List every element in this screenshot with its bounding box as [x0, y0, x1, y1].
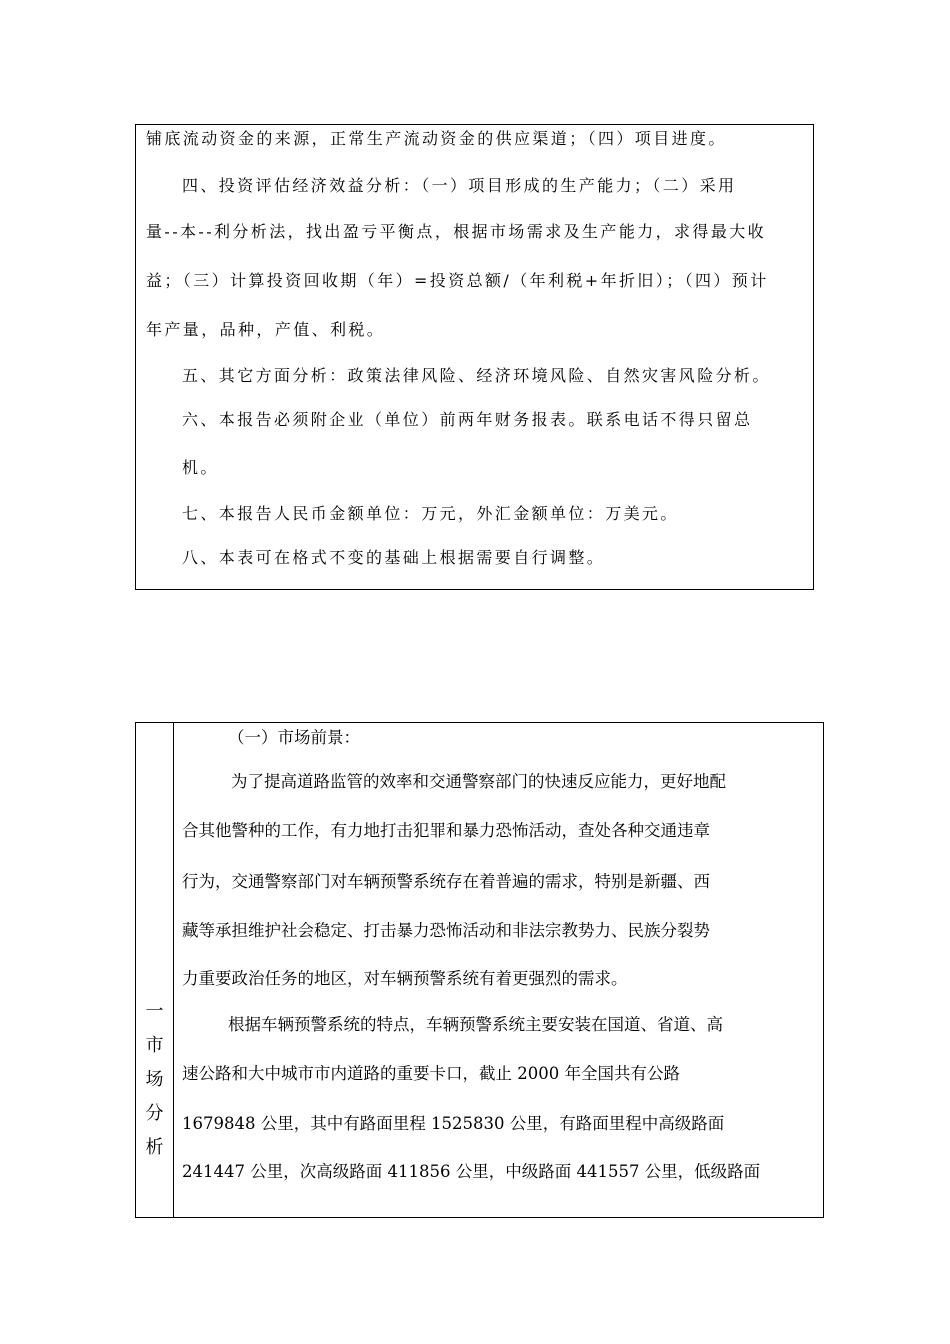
side-label-char: 场 [145, 1069, 164, 1090]
side-label-char: 分 [145, 1103, 164, 1124]
side-label-char: 析 [145, 1137, 164, 1158]
section-heading: （一）市场前景： [228, 728, 360, 747]
column-divider [173, 723, 174, 1217]
text-line: 五、其它方面分析：政策法律风险、经济环境风险、自然灾害风险分析。 [182, 366, 771, 385]
text-line: 速公路和大中城市市内道路的重要卡口，截止 2000 年全国共有公路 [182, 1064, 680, 1083]
text-line: 1679848 公里，其中有路面里程 1525830 公里，有路面里程中高级路面 [182, 1114, 725, 1133]
text-line: 六、本报告必须附企业（单位）前两年财务报表。联系电话不得只留总 [182, 410, 753, 429]
market-analysis-table [135, 722, 824, 1218]
side-label-char: 一 [145, 1001, 164, 1022]
text-line: 年产量，品种，产值、利税。 [146, 320, 386, 339]
text-line: 铺底流动资金的来源，正常生产流动资金的供应渠道；（四）项目进度。 [146, 129, 727, 148]
text-line: 藏等承担维护社会稳定、打击暴力恐怖活动和非法宗教势力、民族分裂势 [182, 921, 710, 940]
text-line: 行为，交通警察部门对车辆预警系统存在着普遍的需求，特别是新疆、西 [182, 872, 710, 891]
text-line: 益；（三）计算投资回收期（年）=投资总额/（年利税+年折旧）；（四）预计 [146, 271, 769, 290]
instructions-table [135, 124, 814, 590]
text-line: 四、投资评估经济效益分析：（一）项目形成的生产能力；（二）采用 [182, 176, 737, 195]
side-label-char: 市 [145, 1035, 164, 1056]
text-line: 241447 公里，次高级路面 411856 公里，中级路面 441557 公里，低级路面 [182, 1162, 761, 1181]
text-line: 七、本报告人民币金额单位：万元，外汇金额单位：万美元。 [182, 504, 679, 523]
text-line: 量--本--利分析法，找出盈亏平衡点，根据市场需求及生产能力，求得最大收 [146, 222, 767, 241]
text-line: 力重要政治任务的地区，对车辆预警系统有着更强烈的需求。 [182, 969, 628, 988]
text-line: 合其他警种的工作，有力地打击犯罪和暴力恐怖活动，查处各种交通违章 [182, 821, 710, 840]
text-line: 根据车辆预警系统的特点，车辆预警系统主要安装在国道、省道、高 [228, 1015, 723, 1034]
text-line: 为了提高道路监管的效率和交通警察部门的快速反应能力，更好地配 [231, 772, 726, 791]
text-line: 八、本表可在格式不变的基础上根据需要自行调整。 [182, 548, 606, 567]
text-line: 机。 [182, 458, 219, 477]
